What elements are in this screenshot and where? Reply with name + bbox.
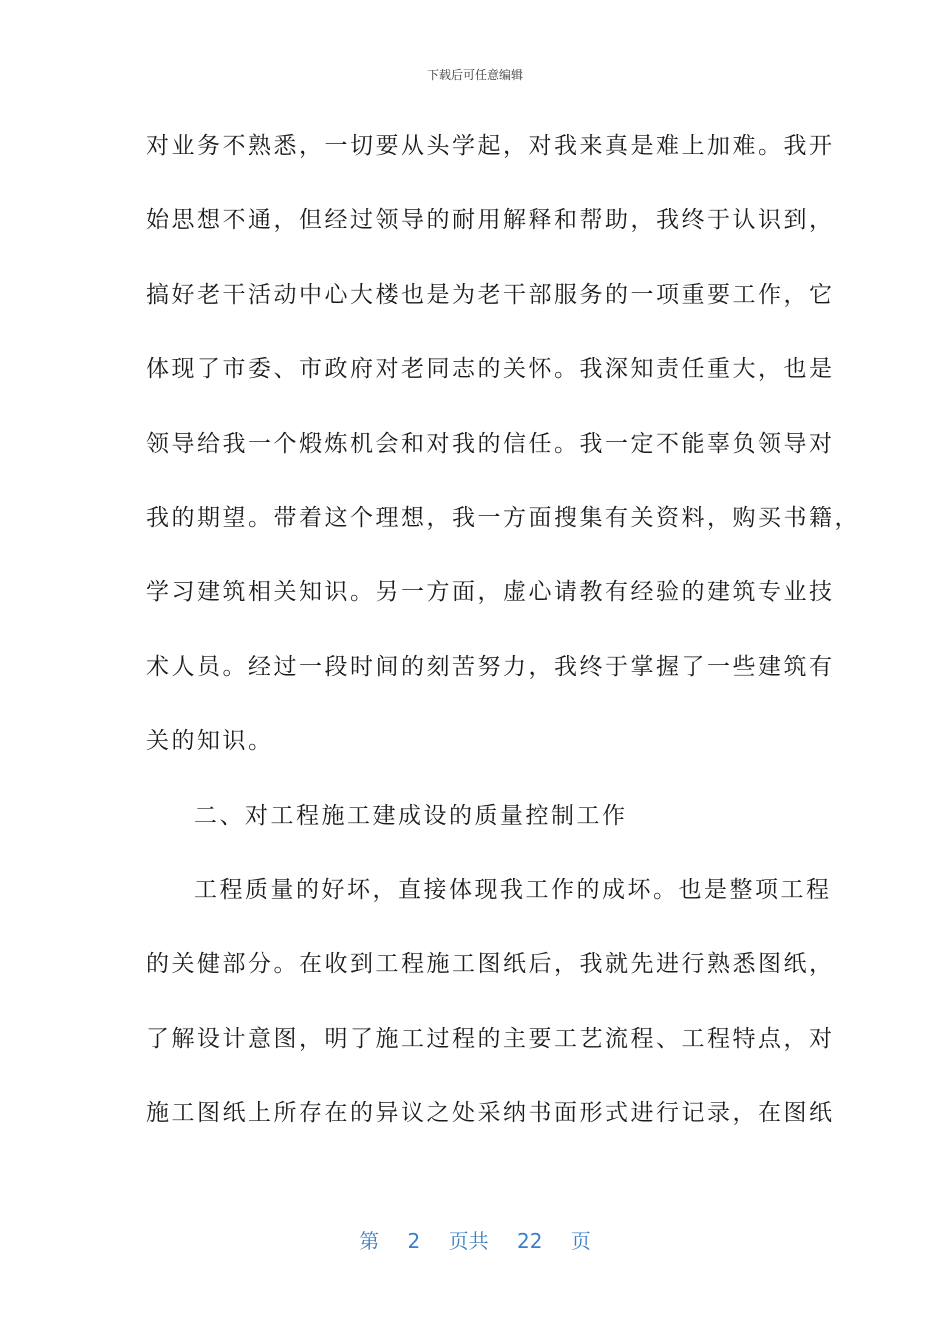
body-line: 了解设计意图，明了施工过程的主要工艺流程、工程特点，对: [146, 1025, 835, 1052]
body-line: 始思想不通，但经过领导的耐用解释和帮助，我终于认识到，: [146, 207, 835, 234]
footer-total-label: 页共: [448, 1229, 489, 1253]
footer-end-label: 页: [570, 1229, 591, 1253]
body-line: 施工图纸上所存在的异议之处采纳书面形式进行记录，在图纸: [146, 1100, 835, 1127]
body-line: 搞好老干活动中心大楼也是为老干部服务的一项重要工作，它: [146, 281, 835, 308]
body-line: 我的期望。带着这个理想，我一方面搜集有关资料，购买书籍，: [146, 504, 860, 531]
body-line: 术人员。经过一段时间的刻苦努力，我终于掌握了一些建筑有: [146, 653, 835, 680]
section-heading: 二、对工程施工建成设的质量控制工作: [194, 802, 628, 829]
footer-total-pages: 22: [517, 1229, 543, 1253]
body-line: 对业务不熟悉，一切要从头学起，对我来真是难上加难。我开: [146, 133, 835, 159]
body-line: 体现了市委、市政府对老同志的关怀。我深知责任重大，也是: [146, 356, 835, 383]
page-footer: [0, 1225, 950, 1254]
footer-current-page: 2: [407, 1229, 421, 1253]
body-line: 的关健部分。在收到工程施工图纸后，我就先进行熟悉图纸，: [146, 951, 835, 978]
body-line: 学习建筑相关知识。另一方面，虚心请教有经验的建筑专业技: [146, 579, 835, 606]
body-line: 关的知识。: [146, 728, 274, 755]
body-line: 领导给我一个煅炼机会和对我的信任。我一定不能辜负领导对: [146, 430, 835, 457]
footer-page-label: 第: [359, 1229, 380, 1253]
page-header: 下载后可任意编辑: [426, 68, 523, 82]
document-body: [146, 124, 860, 1165]
paragraph-start-line: 工程质量的好坏，直接体现我工作的成坏。也是整项工程: [194, 876, 832, 903]
